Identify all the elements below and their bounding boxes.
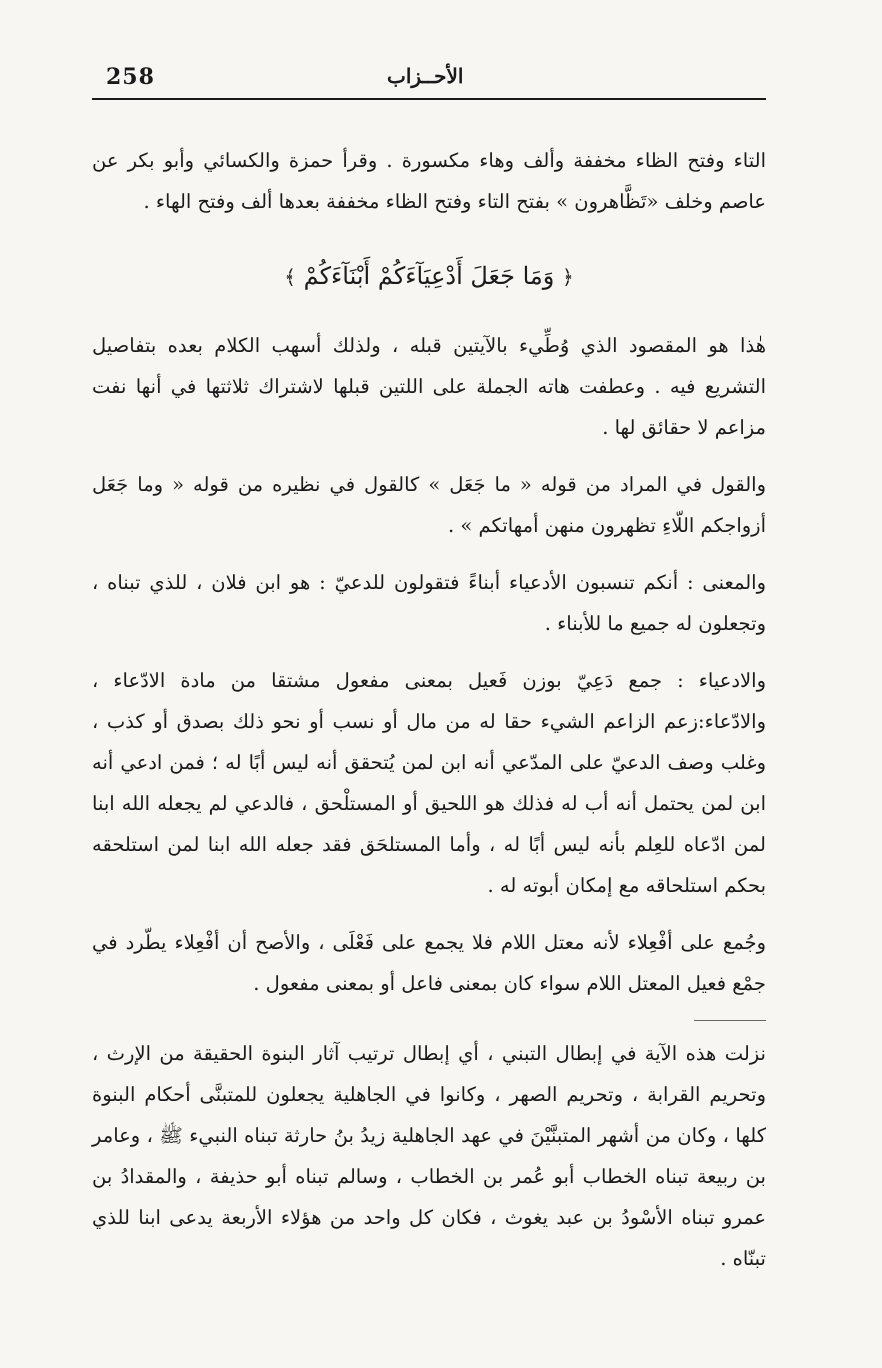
paragraph-4: والمعنى : أنكم تنسبون الأدعياء أبناءً فتقولون للدعيّ : هو ابن فلان ، للذي تبناه ، وتجعلون له جميع ما للأبناء .	[92, 571, 766, 635]
page-header	[92, 58, 764, 98]
header-rule	[92, 98, 766, 100]
verse-open-bracket: ﴿	[562, 265, 574, 289]
verse-text: وَمَا جَعَلَ أَدْعِيَآءَكُمْ أَبْنَآءَكُمْ	[303, 262, 555, 290]
paragraph-1: التاء وفتح الظاء مخففة وألف وهاء مكسورة . وقرأ حمزة والكسائي وأبو بكر عن عاصم وخلف «تَظَّاهرون » بفتح التاء وفتح الظاء مخففة بعدها ألف وفتح الهاء .	[92, 149, 766, 213]
paragraph-7: نزلت هذه الآية في إبطال التبني ، أي إبطال ترتيب آثار البنوة الحقيقة من الإرث ، وتحريم القرابة ، وتحريم الصهر ، وكانوا في الجاهلية يجعلون للمتبنَّى أحكام البنوة كلها ، وكان من أشهر المتبنَّيْنَ في عهد الجاهلية زيدُ بنُ حارثة تبناه النبيء ﷺ ، وعامر بن ربيعة تبناه الخطاب أبو عُمر بن الخطاب ، وسالم تبناه أبو حذيفة ، والمقدادُ بن عمرو تبناه الأسْودُ بن عبد يغوث ، فكان كل واحد من هؤلاء الأربعة يدعى ابنا للذي تبنّاه .	[92, 1042, 766, 1270]
quran-verse	[92, 252, 766, 301]
paragraph-6: وجُمع على أفْعِلاء لأنه معتل اللام فلا يجمع على فَعْلَى ، والأصح أن أفْعِلاء يطّرد في جمْع فعيل المعتل اللام سواء كان بمعنى فاعل أو بمعنى مفعول .	[92, 931, 766, 995]
paragraph-3: والقول في المراد من قوله « ما جَعَل » كالقول في نظيره من قوله « وما جَعَل أزواجكم اللّاءِ تظهرون منهن أمهاتكم » .	[92, 473, 766, 537]
paragraph-2: هٰذا هو المقصود الذي وُطِّيء بالآيتين قبله ، ولذلك أسهب الكلام بعده بتفاصيل التشريع فيه . وعطفت هاته الجملة على اللتين قبلها لاشتراك ثلاثتها في أنها نفت مزاعم لا حقائق لها .	[92, 334, 766, 439]
page-number: 258	[106, 64, 155, 90]
section-separator	[694, 1020, 766, 1021]
paragraph-5: والادعياء : جمع دَعِيّ بوزن فَعيل بمعنى مفعول مشتقا من مادة الادّعاء ، والادّعاء:زعم الزاعم الشيء حقا له من مال أو نسب أو نحو ذلك بصدق أو كذب ، وغلب وصف الدعيّ على المدّعي أنه ابن لمن يُتحقق أنه ليس أبًا له ؛ فمن ادعي أنه ابن لمن يحتمل أنه أب له فذلك هو اللحيق أو المستلْحق ، فالدعي لم يجعله الله ابنا لمن ادّعاه للعِلم بأنه ليس أبًا له ، وأما المستلحَق فقد جعله الله ابنا لمن استلحقه بحكم استلحاقه مع إمكان أبوته له .	[92, 669, 766, 897]
verse-close-bracket: ﴾	[284, 265, 296, 289]
running-title: الأحــزاب	[387, 64, 464, 88]
body-text	[92, 140, 766, 1295]
